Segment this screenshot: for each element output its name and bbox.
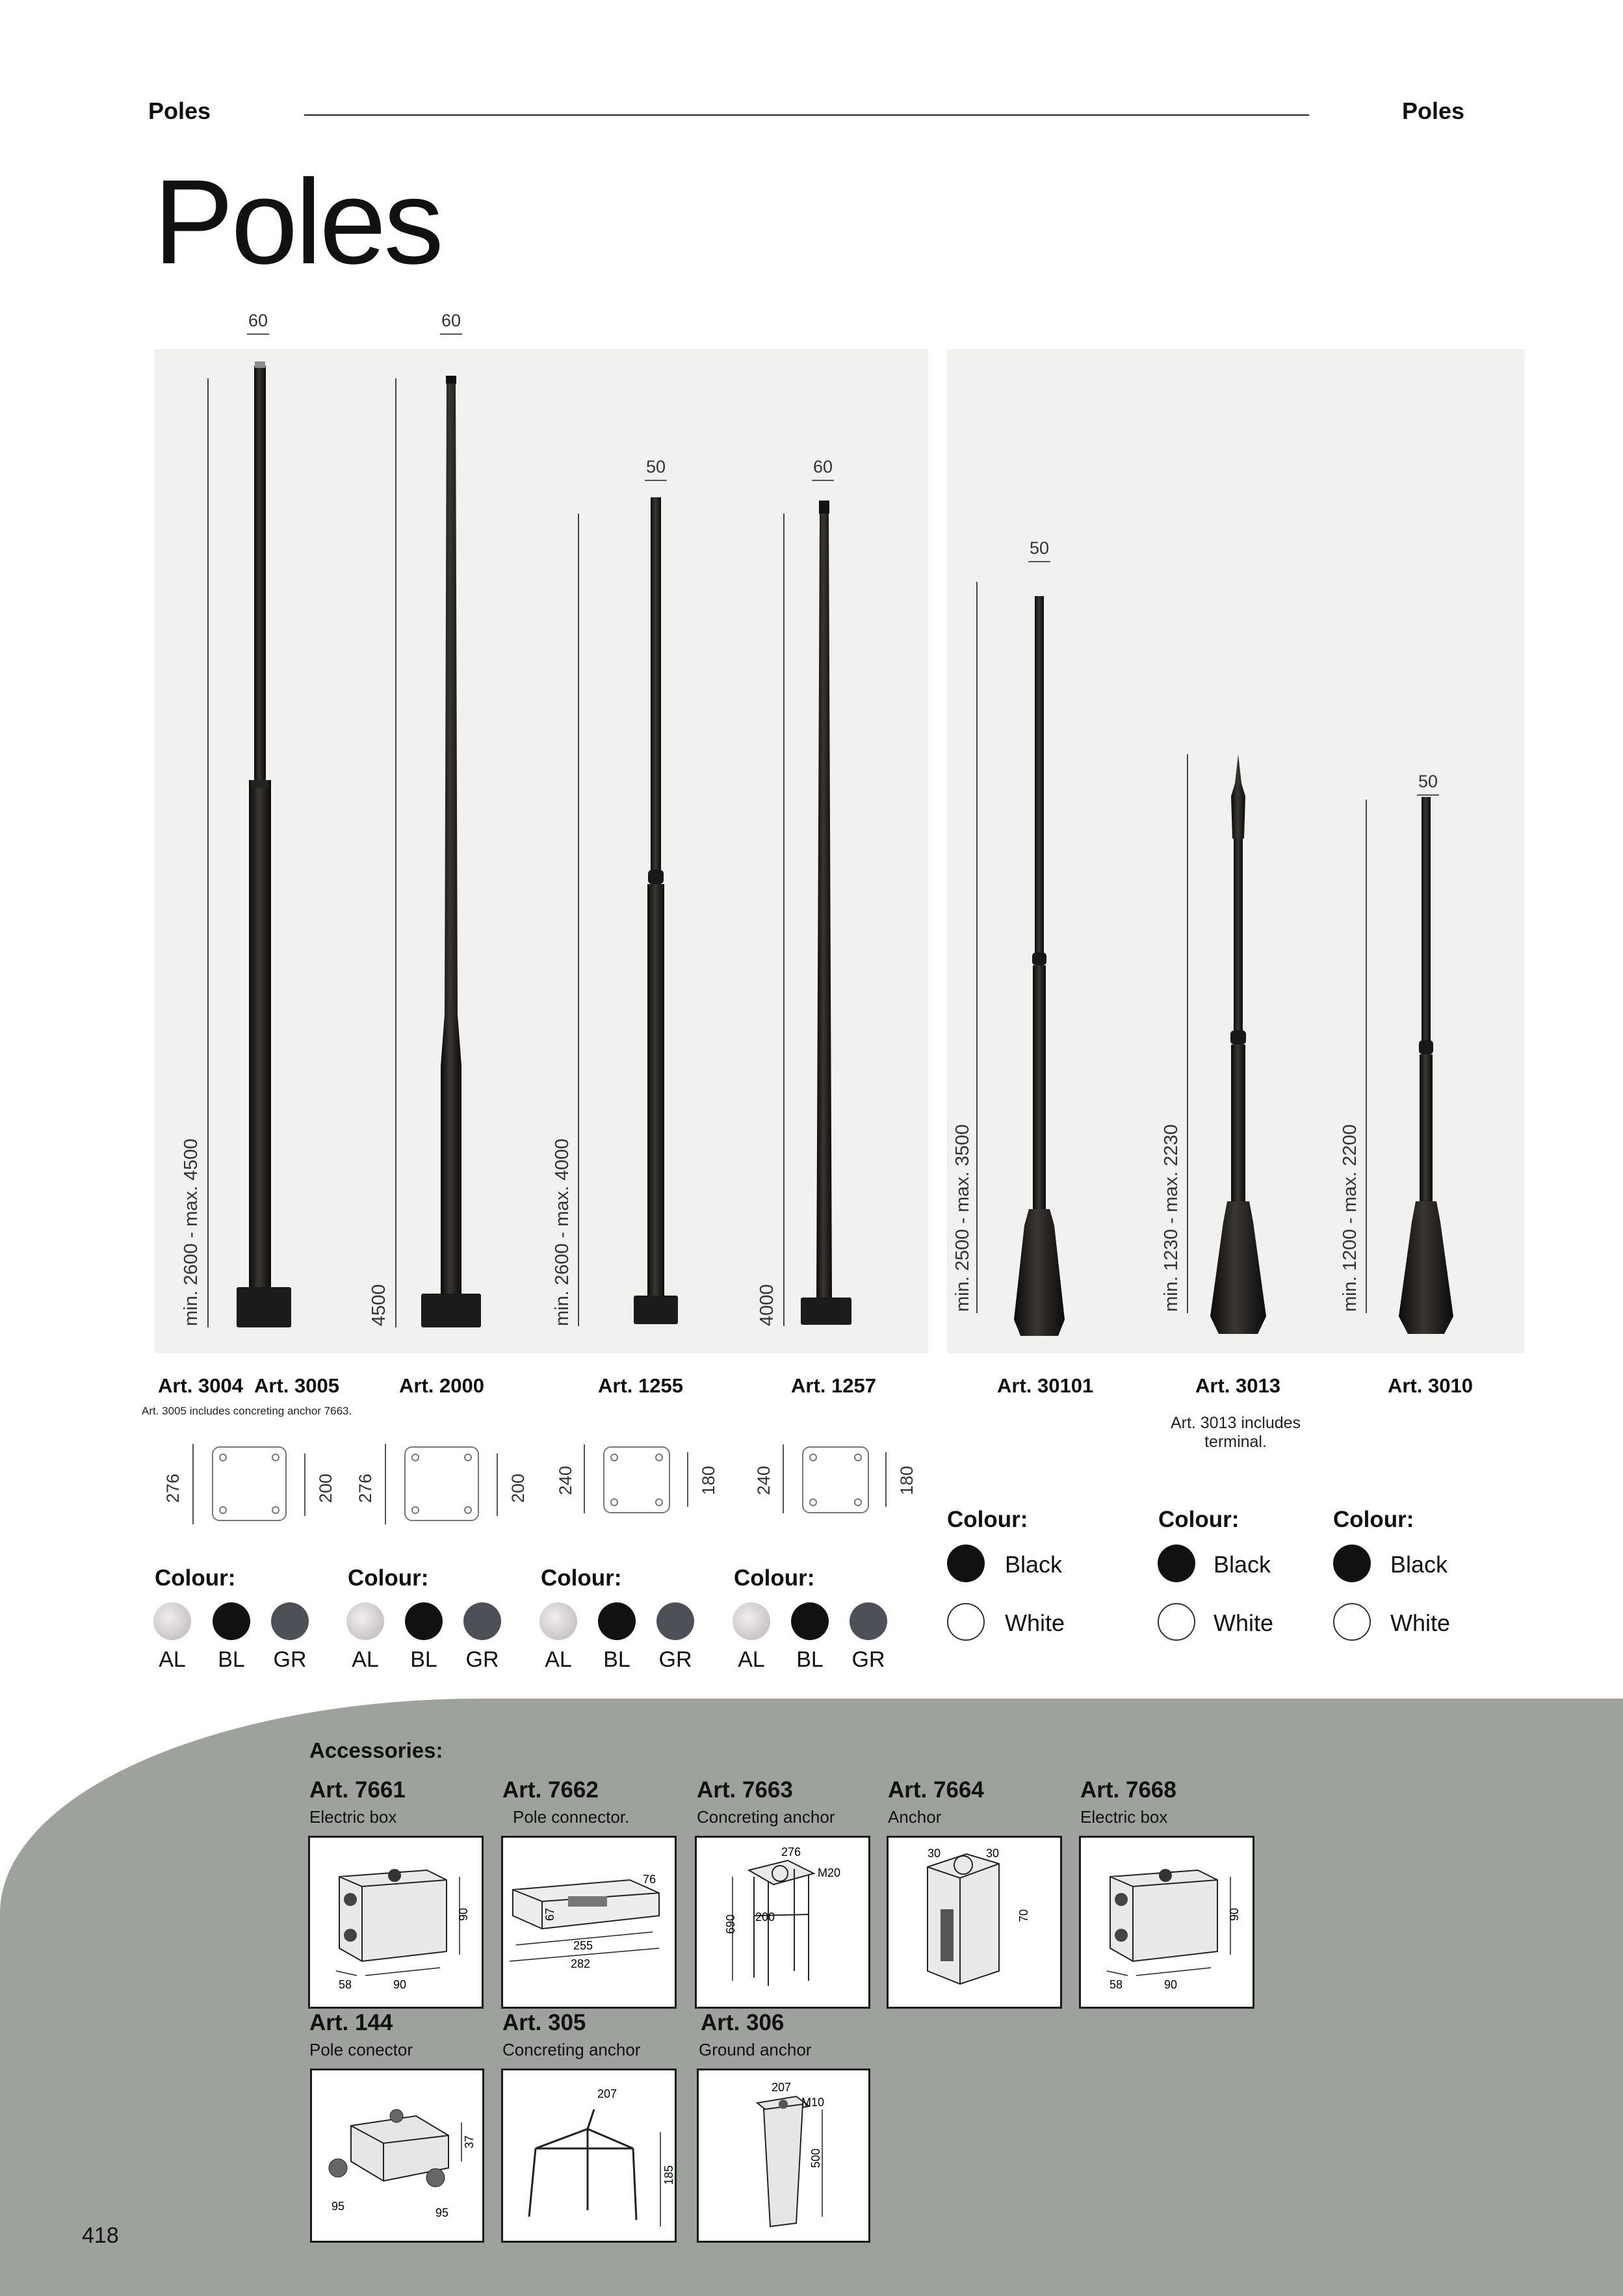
accessory-description: Anchor	[888, 1807, 942, 1827]
accessory-description: Electric box	[1080, 1807, 1168, 1827]
plate-dimension-line	[783, 1444, 784, 1513]
swatch-bl[interactable]	[213, 1602, 250, 1640]
height-label: min. 2600 - max. 4000	[552, 1138, 573, 1326]
swatch-bl[interactable]	[598, 1602, 636, 1640]
accessory-description: Pole conector	[309, 2040, 413, 2059]
height-label: 4500	[369, 1284, 389, 1326]
dim-label: 500	[809, 2148, 822, 2168]
swatch-gr[interactable]	[850, 1602, 887, 1640]
plate-dimension: 240	[556, 1465, 575, 1495]
dim-label: 90	[1228, 1907, 1241, 1921]
colour-heading: Colour:	[541, 1565, 622, 1591]
height-dimension-line	[207, 378, 209, 1327]
swatch-bl[interactable]	[405, 1602, 443, 1640]
swatch-black[interactable]	[1158, 1545, 1195, 1582]
pole-top-dim: 60	[797, 457, 849, 481]
anchor-drawing	[889, 1838, 1060, 2007]
base-plate-diagram	[212, 1446, 287, 1521]
accessories-heading: Accessories:	[309, 1738, 443, 1762]
swatch-label: AL	[352, 1647, 379, 1672]
accessory-article: Art. 144	[309, 2010, 393, 2035]
swatch-label: White	[1390, 1610, 1451, 1636]
accessory-article: Art. 7662	[502, 1777, 599, 1803]
article-note: Art. 3005 includes concreting anchor 7663.	[142, 1405, 352, 1417]
article-name: Art. 3004	[158, 1374, 243, 1397]
accessory-description: Electric box	[309, 1807, 397, 1827]
dim-label: 58	[339, 1978, 352, 1991]
swatch-label: GR	[465, 1647, 499, 1672]
accessory-article: Art. 7664	[888, 1777, 984, 1803]
plate-dimension: 200	[508, 1473, 528, 1503]
colour-heading: Colour:	[947, 1507, 1028, 1532]
dim-label: 58	[1110, 1978, 1123, 1991]
dim-label: 30	[986, 1847, 1000, 1860]
plate-dimension: 276	[356, 1473, 375, 1503]
swatch-white[interactable]	[1158, 1603, 1195, 1641]
concreting-anchor-drawing	[503, 2070, 675, 2241]
swatch-label: AL	[738, 1647, 765, 1672]
dim-label: 90	[393, 1978, 407, 1991]
dim-label: 282	[571, 1957, 591, 1970]
dim-label: 70	[1017, 1909, 1030, 1922]
plate-dimension-line	[885, 1452, 887, 1507]
swatch-black[interactable]	[947, 1545, 985, 1582]
dim-label: 90	[457, 1907, 470, 1921]
swatch-al[interactable]	[733, 1602, 770, 1640]
base-plate-diagram	[603, 1446, 670, 1513]
plate-dimension-line	[192, 1444, 194, 1524]
base-plate-diagram	[404, 1446, 479, 1521]
article-name: Art. 3005	[254, 1374, 339, 1397]
accessory-description: Concreting anchor	[697, 1807, 835, 1827]
swatch-bl[interactable]	[791, 1602, 829, 1640]
pole-art-3013	[1210, 754, 1266, 1334]
accessory-article: Art. 306	[701, 2010, 785, 2035]
pole-connector-drawing	[503, 1838, 675, 2007]
height-dimension-line	[578, 514, 579, 1326]
pole-conector-drawing	[312, 2070, 482, 2241]
pole-art-30101	[1014, 596, 1065, 1336]
plate-dimension-line	[687, 1452, 688, 1507]
pole-top-dim: 60	[425, 311, 477, 335]
swatch-label: AL	[159, 1647, 186, 1672]
electric-box-drawing	[1081, 1838, 1253, 2007]
swatch-label: BL	[603, 1647, 630, 1672]
page-title: Poles	[153, 155, 441, 289]
swatch-gr[interactable]	[656, 1602, 694, 1640]
pole-art-1255	[634, 497, 678, 1324]
plate-dimension-line	[497, 1454, 498, 1516]
swatch-label: BL	[218, 1647, 245, 1672]
colour-heading: Colour:	[1158, 1507, 1240, 1532]
accessory-description: Ground anchor	[699, 2040, 812, 2059]
running-header-right: Poles	[1402, 98, 1465, 124]
accessory-article: Art. 305	[502, 2010, 586, 2035]
ground-anchor-drawing	[699, 2070, 868, 2241]
accessory-image	[310, 2068, 484, 2243]
height-dimension-line	[1187, 754, 1188, 1313]
swatch-label: BL	[410, 1647, 437, 1672]
swatch-gr[interactable]	[271, 1602, 309, 1640]
swatch-white[interactable]	[1333, 1603, 1371, 1641]
swatch-label: GR	[658, 1647, 692, 1672]
plate-dimension-line	[385, 1444, 386, 1524]
swatch-label: GR	[273, 1647, 307, 1672]
dim-label: 30	[928, 1847, 941, 1860]
dim-label: 276	[781, 1846, 801, 1859]
accessory-image	[887, 1836, 1062, 2009]
accessory-description: Concreting anchor	[502, 2040, 641, 2059]
swatch-gr[interactable]	[463, 1602, 501, 1640]
height-dimension-line	[395, 378, 396, 1327]
accessory-article: Art. 7663	[697, 1777, 793, 1803]
page-number: 418	[82, 2223, 119, 2248]
colour-heading: Colour:	[1333, 1507, 1414, 1532]
dim-label: 200	[755, 1911, 775, 1924]
article-name: Art. 3013	[1195, 1374, 1280, 1397]
plate-dimension: 180	[699, 1465, 718, 1495]
swatch-label: Black	[1390, 1551, 1448, 1578]
swatch-label: Black	[1005, 1551, 1063, 1578]
plate-dimension: 200	[316, 1473, 335, 1503]
height-dimension-line	[1366, 800, 1367, 1313]
accessory-article: Art. 7668	[1080, 1777, 1176, 1803]
plate-dimension: 240	[754, 1465, 773, 1495]
article-note: Art. 3013 includes terminal.	[1170, 1414, 1301, 1451]
dim-label: 207	[772, 2081, 792, 2094]
swatch-label: AL	[545, 1647, 572, 1672]
concreting-anchor-drawing	[697, 1838, 868, 2007]
pole-art-3010	[1399, 797, 1453, 1334]
pole-top-dim: 50	[1013, 538, 1065, 562]
accessory-image	[308, 1836, 484, 2009]
pole-top-dim: 60	[232, 311, 284, 335]
pole-top-dim: 50	[630, 457, 682, 481]
swatch-label: Black	[1214, 1551, 1271, 1578]
pole-top-dim: 50	[1402, 772, 1454, 796]
swatch-white[interactable]	[947, 1603, 985, 1641]
height-label: min. 2500 - max. 3500	[952, 1124, 973, 1312]
swatch-al[interactable]	[539, 1602, 577, 1640]
height-label: min. 1200 - max. 2200	[1340, 1124, 1360, 1312]
article-name: Art. 1257	[791, 1374, 876, 1397]
swatch-black[interactable]	[1333, 1545, 1371, 1582]
dim-label: 95	[435, 2206, 449, 2219]
swatch-label: White	[1005, 1610, 1065, 1636]
dim-label: 90	[1164, 1978, 1178, 1991]
plate-dimension: 180	[897, 1465, 916, 1495]
swatch-label: White	[1214, 1610, 1274, 1636]
swatch-al[interactable]	[153, 1602, 191, 1640]
pole-art-3004	[237, 361, 291, 1327]
dim-label: 185	[662, 2165, 675, 2185]
accessory-image	[1079, 1836, 1254, 2009]
dim-label: 67	[543, 1907, 556, 1921]
dim-label: 95	[331, 2200, 345, 2213]
colour-heading: Colour:	[734, 1565, 815, 1591]
height-label: 4000	[757, 1284, 777, 1326]
dim-label: 76	[643, 1873, 656, 1886]
accessory-description: Pole connector.	[513, 1807, 630, 1827]
accessory-image	[695, 1836, 870, 2009]
plate-dimension: 276	[163, 1473, 183, 1503]
pole-art-1257	[801, 501, 851, 1325]
accessory-article: Art. 7661	[309, 1777, 406, 1803]
dim-label: M20	[818, 1866, 841, 1879]
dim-label: 37	[463, 2135, 476, 2148]
base-plate-diagram	[802, 1446, 869, 1513]
swatch-label: GR	[851, 1647, 885, 1672]
plate-dimension-line	[584, 1444, 585, 1513]
pole-art-2000	[421, 376, 481, 1327]
height-dimension-line	[783, 514, 785, 1326]
colour-heading: Colour:	[348, 1565, 429, 1591]
swatch-label: BL	[796, 1647, 824, 1672]
electric-box-drawing	[310, 1838, 482, 2007]
article-name: Art. 1255	[598, 1374, 683, 1397]
colour-heading: Colour:	[155, 1565, 236, 1591]
accessory-image	[501, 1836, 677, 2009]
article-name: Art. 3010	[1388, 1374, 1473, 1397]
dim-label: 207	[597, 2087, 617, 2100]
article-name: Art. 30101	[997, 1374, 1094, 1397]
article-name: Art. 2000	[399, 1374, 484, 1397]
height-label: min. 2600 - max. 4500	[181, 1138, 201, 1326]
running-header-left: Poles	[148, 98, 211, 124]
dim-label: 255	[573, 1939, 593, 1952]
plate-dimension-line	[304, 1454, 305, 1516]
height-label: min. 1230 - max. 2230	[1161, 1124, 1182, 1312]
accessory-image	[697, 2068, 870, 2243]
swatch-al[interactable]	[346, 1602, 384, 1640]
dim-label: 690	[724, 1914, 737, 1934]
accessory-image	[501, 2068, 677, 2243]
dim-label: M10	[801, 2096, 825, 2109]
height-dimension-line	[976, 582, 978, 1313]
